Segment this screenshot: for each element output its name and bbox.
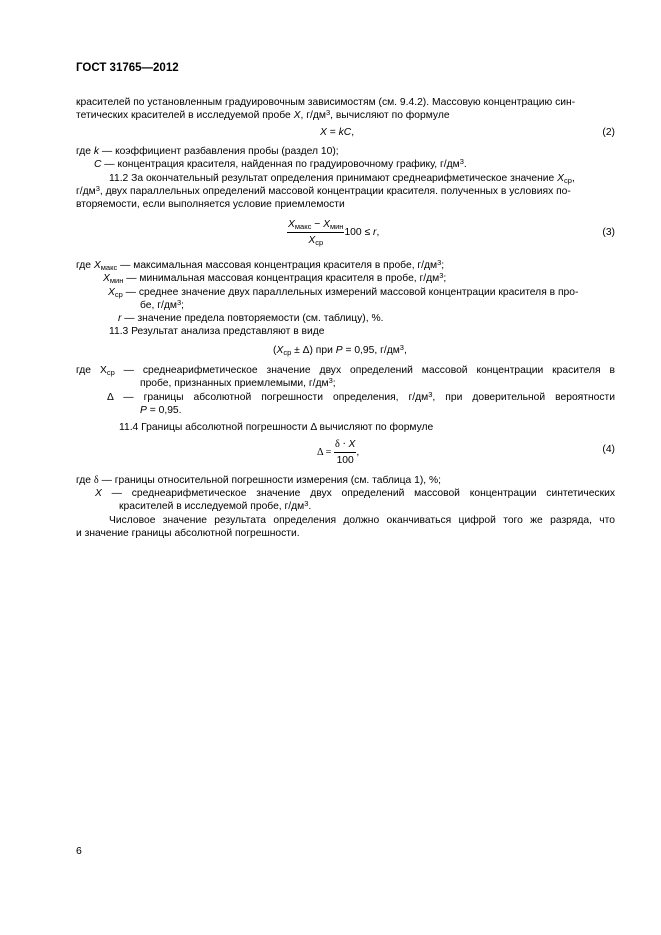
text: — коэффициент разбавления пробы (раздел 10); [99,146,339,157]
var-x: X [557,173,565,184]
result-expression [273,344,407,357]
text: где [76,146,94,157]
fraction [287,218,344,247]
var-x: X [93,260,101,271]
superscript: 3 [439,271,444,280]
var-x: X [320,127,327,138]
text: пробе, признанных приемлемыми, г/дм [140,378,329,389]
superscript: 3 [325,108,331,117]
var-kc: kC [338,127,352,138]
var-p: P [335,345,343,356]
definition-r [118,312,383,325]
text: — границы относительной погрешности измерения (см. таблица 1), %; [98,475,442,486]
superscript: 3 [459,157,464,166]
definition-xmax [76,259,444,272]
text: , [356,447,360,459]
text: — среднеарифметическое значение двух определений массовой концентрации синтетических [101,488,615,499]
delta-symbol: Δ [107,392,114,403]
text: = 0,95. [146,405,182,416]
text: , г/дм [300,110,326,121]
document-header: ГОСТ 31765—2012 [76,62,179,74]
text: — минимальная массовая концентрация красителя в пробе, г/дм [123,273,440,284]
paragraph-line: и значение границы абсолютной погрешности. [76,528,300,539]
superscript: 3 [304,499,309,508]
superscript: 3 [428,390,433,399]
text: = 0,95, г/дм [342,345,400,356]
numerator [334,438,356,453]
subscript: мин [329,222,344,231]
text: тетических красителей в исследуемой пробе [76,110,294,121]
text: . [463,159,467,170]
equation-number: (2) [602,127,615,138]
var-x: X [103,273,110,284]
text: бе, г/дм [140,300,177,311]
fraction [334,438,356,467]
var-x: X [276,345,284,356]
text: где [76,260,94,271]
text: ; [443,273,447,284]
subscript: ср [106,368,115,377]
definition-x [95,487,615,500]
formula-2 [320,126,354,139]
formula-3 [287,218,379,247]
text: δ · [335,439,349,450]
subscript: ср [315,238,324,247]
subscript: ср [564,176,572,185]
definition-small-delta [76,474,441,487]
paragraph-final: Числовое значение результата определения должно оканчиваться цифрой того же разряда, что [109,515,615,526]
text: , [376,227,380,239]
definition-c [94,158,467,171]
text: ± Δ) при [291,345,336,356]
definition-xsr-continued [140,299,184,312]
var-r: r [118,313,122,324]
page-number: 6 [76,845,82,857]
paragraph-line [76,185,571,198]
superscript: 3 [328,376,333,385]
var-x: X [348,439,356,450]
paragraph-11-4: 11.4 Границы абсолютной погрешности Δ вычисляют по формуле [119,422,434,433]
paragraph-line [76,109,450,122]
subscript: мин [109,276,124,285]
superscript: 3 [176,298,182,307]
var-x: X [108,287,115,298]
definition-xmin [103,272,446,285]
superscript: 3 [399,343,404,352]
superscript: 3 [95,184,100,193]
var-x: X [95,488,102,499]
denominator [287,233,344,247]
text: ; [441,260,445,271]
text: . [308,501,312,512]
paragraph-11-3: 11.3 Результат анализа представляют в виде [109,326,325,337]
subscript: ср [283,348,292,357]
text: где [76,475,94,486]
text: красителей в исследуемой пробе, г/дм [119,501,305,512]
var-k: k [93,146,100,157]
var-c: C [94,159,102,170]
subscript: ср [114,290,123,299]
text: 11.2 За окончательный результат определения принимают среднеарифметическое значение [109,173,558,184]
text: Δ = [317,447,335,459]
text: , вычисляют по формуле [330,110,450,121]
text: , [403,345,407,356]
text: — границы абсолютной погрешности определения, г/дм [113,392,429,403]
text: где Х [76,365,107,376]
var-r: r [373,227,377,239]
text: — среднее значение двух параллельных измерений массовой концентрации красителя в про- [122,287,579,298]
text: , при доверительной вероятности [432,392,616,403]
definition-xsr-result-continued [140,377,336,390]
text: — среднеарифметическое значение двух определений массовой концентрации красителя в [114,365,615,376]
denominator: 100 [336,455,354,466]
definition-delta [107,391,615,404]
formula-4 [317,438,359,467]
definition-k [76,145,339,158]
equation-number: (3) [602,227,615,238]
subscript: макс [100,263,118,272]
paragraph-line: красителей по установленным градуировочным зависимостям (см. 9.4.2). Массовую концентрацию син- [76,97,576,108]
text: — концентрация красителя, найденная по градуировочному графику, г/дм [101,159,460,170]
paragraph-11-2 [109,172,575,185]
superscript: 3 [437,258,442,267]
text: , [351,127,355,138]
text: ( [273,345,277,356]
text: , [571,173,575,184]
definition-delta-continued [140,404,182,417]
equation-number: (4) [602,444,615,455]
subscript: макс [294,222,312,231]
numerator [287,218,344,233]
text: , двух параллельных определений массовой концентрации красителя. полученных в условиях по- [99,186,571,197]
text: ; [181,300,184,311]
var-x: X [308,235,316,246]
var-x: X [288,219,295,230]
text: — значение предела повторяемости (см. таблицу), %. [121,313,384,324]
text: = [326,127,339,138]
text: ; [332,378,336,389]
var-p: P [140,405,147,416]
var-x: X [293,110,301,121]
delta-symbol: δ [93,475,99,486]
text: — максимальная массовая концентрация красителя в пробе, г/дм [117,260,438,271]
text: 100 ≤ [344,227,374,239]
var-x: X [323,219,330,230]
text: г/дм [76,186,96,197]
definition-xsr-result [76,364,615,377]
definition-x-continued [119,500,311,513]
text: − [311,219,324,230]
paragraph-line: вторяемости, если выполняется условие приемлемости [76,199,345,210]
